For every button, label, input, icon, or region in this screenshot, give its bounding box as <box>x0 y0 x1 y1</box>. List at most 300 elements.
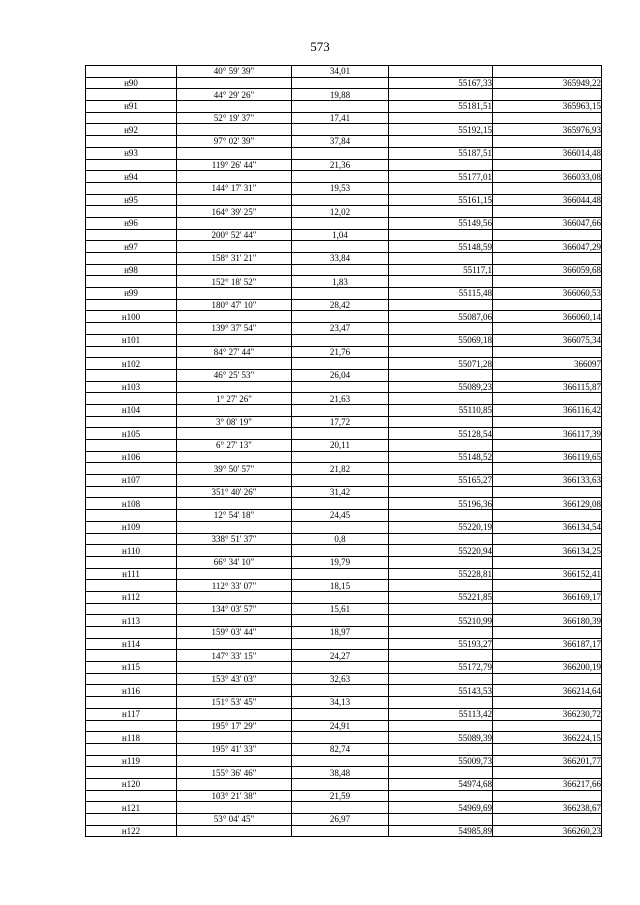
x-coordinate-cell <box>389 580 493 592</box>
distance-cell <box>292 264 389 276</box>
point-name-cell <box>86 463 177 475</box>
direction-angle-cell: 351° 40' 26" <box>177 486 292 498</box>
x-coordinate-cell <box>389 603 493 615</box>
x-coordinate-cell: 55149,56 <box>389 217 493 229</box>
point-row <box>86 802 602 814</box>
distance-cell <box>292 194 389 206</box>
coordinates-table-body <box>86 66 602 837</box>
direction-angle-cell: 39° 50' 57" <box>177 463 292 475</box>
direction-angle-cell: 40° 59' 39" <box>177 66 292 78</box>
x-coordinate-cell: 55148,52 <box>389 451 493 463</box>
point-name-cell <box>86 814 177 826</box>
point-name-cell <box>86 369 177 381</box>
x-coordinate-cell <box>389 136 493 148</box>
distance-cell <box>292 521 389 533</box>
distance-cell: 24,45 <box>292 510 389 522</box>
point-name-cell <box>86 182 177 194</box>
direction-angle-cell: 153° 43' 03" <box>177 673 292 685</box>
distance-cell <box>292 778 389 790</box>
y-coordinate-cell <box>493 369 602 381</box>
x-coordinate-cell <box>389 743 493 755</box>
x-coordinate-cell <box>389 206 493 218</box>
y-coordinate-cell: 366060,14 <box>493 311 602 323</box>
direction-angle-cell <box>177 545 292 557</box>
direction-angle-cell <box>177 428 292 440</box>
x-coordinate-cell <box>389 673 493 685</box>
point-row <box>86 498 602 510</box>
point-name-cell <box>86 720 177 732</box>
point-row <box>86 591 602 603</box>
point-name-cell: н96 <box>86 217 177 229</box>
x-coordinate-cell <box>389 790 493 802</box>
point-name-cell <box>86 276 177 288</box>
distance-cell <box>292 428 389 440</box>
distance-cell: 19,53 <box>292 182 389 194</box>
distance-cell: 21,82 <box>292 463 389 475</box>
segment-row <box>86 112 602 124</box>
distance-cell <box>292 685 389 697</box>
direction-angle-cell: 12° 54' 18" <box>177 510 292 522</box>
point-name-cell <box>86 486 177 498</box>
x-coordinate-cell: 55177,01 <box>389 171 493 183</box>
x-coordinate-cell <box>389 323 493 335</box>
x-coordinate-cell: 55071,28 <box>389 358 493 370</box>
point-name-cell <box>86 299 177 311</box>
segment-row <box>86 346 602 358</box>
y-coordinate-cell: 366187,17 <box>493 638 602 650</box>
segment-row <box>86 720 602 732</box>
x-coordinate-cell <box>389 299 493 311</box>
point-name-cell <box>86 89 177 101</box>
y-coordinate-cell: 366217,66 <box>493 778 602 790</box>
point-row <box>86 568 602 580</box>
direction-angle-cell: 134° 03' 57" <box>177 603 292 615</box>
point-name-cell: н113 <box>86 615 177 627</box>
segment-row <box>86 510 602 522</box>
x-coordinate-cell <box>389 720 493 732</box>
point-name-cell <box>86 253 177 265</box>
x-coordinate-cell: 55187,51 <box>389 147 493 159</box>
y-coordinate-cell: 366214,64 <box>493 685 602 697</box>
y-coordinate-cell <box>493 556 602 568</box>
x-coordinate-cell <box>389 276 493 288</box>
y-coordinate-cell: 366230,72 <box>493 708 602 720</box>
distance-cell: 18,97 <box>292 627 389 639</box>
distance-cell: 82,74 <box>292 743 389 755</box>
point-row <box>86 825 602 837</box>
point-name-cell <box>86 346 177 358</box>
direction-angle-cell: 112° 33' 07" <box>177 580 292 592</box>
x-coordinate-cell <box>389 533 493 545</box>
y-coordinate-cell <box>493 486 602 498</box>
distance-cell <box>292 288 389 300</box>
distance-cell <box>292 638 389 650</box>
segment-row <box>86 276 602 288</box>
x-coordinate-cell: 55128,54 <box>389 428 493 440</box>
y-coordinate-cell: 366033,08 <box>493 171 602 183</box>
segment-row <box>86 767 602 779</box>
point-name-cell <box>86 510 177 522</box>
y-coordinate-cell <box>493 253 602 265</box>
x-coordinate-cell: 54974,68 <box>389 778 493 790</box>
distance-cell: 34,13 <box>292 697 389 709</box>
point-name-cell <box>86 790 177 802</box>
point-row <box>86 545 602 557</box>
direction-angle-cell: 152° 18' 52" <box>177 276 292 288</box>
point-name-cell <box>86 229 177 241</box>
segment-row <box>86 627 602 639</box>
point-name-cell: н109 <box>86 521 177 533</box>
segment-row <box>86 814 602 826</box>
distance-cell: 34,01 <box>292 66 389 78</box>
x-coordinate-cell <box>389 369 493 381</box>
segment-row <box>86 743 602 755</box>
point-name-cell: н117 <box>86 708 177 720</box>
distance-cell <box>292 171 389 183</box>
segment-row <box>86 416 602 428</box>
segment-row <box>86 206 602 218</box>
point-name-cell: н105 <box>86 428 177 440</box>
distance-cell <box>292 451 389 463</box>
point-row <box>86 778 602 790</box>
y-coordinate-cell <box>493 440 602 452</box>
direction-angle-cell <box>177 381 292 393</box>
point-name-cell: н122 <box>86 825 177 837</box>
point-row <box>86 311 602 323</box>
point-row <box>86 288 602 300</box>
distance-cell <box>292 404 389 416</box>
direction-angle-cell <box>177 825 292 837</box>
x-coordinate-cell: 55220,19 <box>389 521 493 533</box>
direction-angle-cell: 195° 41' 33" <box>177 743 292 755</box>
distance-cell: 28,42 <box>292 299 389 311</box>
y-coordinate-cell: 366152,41 <box>493 568 602 580</box>
direction-angle-cell: 164° 39' 25" <box>177 206 292 218</box>
distance-cell: 0,8 <box>292 533 389 545</box>
direction-angle-cell <box>177 755 292 767</box>
distance-cell: 17,41 <box>292 112 389 124</box>
y-coordinate-cell <box>493 743 602 755</box>
distance-cell: 20,11 <box>292 440 389 452</box>
y-coordinate-cell <box>493 276 602 288</box>
distance-cell <box>292 124 389 136</box>
x-coordinate-cell: 54985,89 <box>389 825 493 837</box>
y-coordinate-cell <box>493 66 602 78</box>
page-number: 573 <box>310 39 330 54</box>
y-coordinate-cell <box>493 323 602 335</box>
y-coordinate-cell <box>493 416 602 428</box>
point-row <box>86 404 602 416</box>
y-coordinate-cell: 365976,93 <box>493 124 602 136</box>
distance-cell: 19,88 <box>292 89 389 101</box>
distance-cell: 38,48 <box>292 767 389 779</box>
point-name-cell: н100 <box>86 311 177 323</box>
direction-angle-cell <box>177 358 292 370</box>
segment-row <box>86 580 602 592</box>
x-coordinate-cell: 55196,36 <box>389 498 493 510</box>
y-coordinate-cell <box>493 814 602 826</box>
point-name-cell <box>86 416 177 428</box>
x-coordinate-cell: 55009,73 <box>389 755 493 767</box>
distance-cell: 21,63 <box>292 393 389 405</box>
distance-cell <box>292 147 389 159</box>
point-name-cell <box>86 650 177 662</box>
point-name-cell: н99 <box>86 288 177 300</box>
x-coordinate-cell <box>389 697 493 709</box>
point-name-cell: н108 <box>86 498 177 510</box>
x-coordinate-cell: 55089,39 <box>389 732 493 744</box>
distance-cell <box>292 708 389 720</box>
point-name-cell <box>86 603 177 615</box>
point-row <box>86 217 602 229</box>
point-name-cell: н104 <box>86 404 177 416</box>
point-row <box>86 755 602 767</box>
x-coordinate-cell: 55069,18 <box>389 334 493 346</box>
distance-cell: 21,59 <box>292 790 389 802</box>
segment-row <box>86 299 602 311</box>
y-coordinate-cell <box>493 627 602 639</box>
x-coordinate-cell: 55143,53 <box>389 685 493 697</box>
distance-cell <box>292 77 389 89</box>
y-coordinate-cell: 366044,48 <box>493 194 602 206</box>
x-coordinate-cell <box>389 66 493 78</box>
x-coordinate-cell: 55115,48 <box>389 288 493 300</box>
distance-cell <box>292 498 389 510</box>
direction-angle-cell <box>177 708 292 720</box>
point-row <box>86 662 602 674</box>
segment-row <box>86 369 602 381</box>
point-name-cell: н103 <box>86 381 177 393</box>
point-name-cell <box>86 66 177 78</box>
point-name-cell: н116 <box>86 685 177 697</box>
y-coordinate-cell: 366116,42 <box>493 404 602 416</box>
coordinates-table <box>85 65 602 837</box>
distance-cell <box>292 662 389 674</box>
direction-angle-cell <box>177 568 292 580</box>
direction-angle-cell: 338° 51' 37" <box>177 533 292 545</box>
y-coordinate-cell: 366014,48 <box>493 147 602 159</box>
y-coordinate-cell: 366060,53 <box>493 288 602 300</box>
segment-row <box>86 440 602 452</box>
x-coordinate-cell: 55192,15 <box>389 124 493 136</box>
segment-row <box>86 253 602 265</box>
x-coordinate-cell: 55221,85 <box>389 591 493 603</box>
x-coordinate-cell: 55193,27 <box>389 638 493 650</box>
distance-cell: 23,47 <box>292 323 389 335</box>
x-coordinate-cell <box>389 556 493 568</box>
segment-row <box>86 556 602 568</box>
x-coordinate-cell <box>389 463 493 475</box>
y-coordinate-cell: 366169,17 <box>493 591 602 603</box>
y-coordinate-cell: 366075,34 <box>493 334 602 346</box>
y-coordinate-cell: 366059,68 <box>493 264 602 276</box>
segment-row <box>86 323 602 335</box>
direction-angle-cell: 97° 02' 39" <box>177 136 292 148</box>
direction-angle-cell <box>177 451 292 463</box>
y-coordinate-cell: 366047,66 <box>493 217 602 229</box>
direction-angle-cell <box>177 591 292 603</box>
distance-cell <box>292 732 389 744</box>
direction-angle-cell <box>177 124 292 136</box>
distance-cell: 21,76 <box>292 346 389 358</box>
point-name-cell <box>86 767 177 779</box>
point-name-cell <box>86 206 177 218</box>
y-coordinate-cell <box>493 720 602 732</box>
x-coordinate-cell: 55089,23 <box>389 381 493 393</box>
segment-row <box>86 182 602 194</box>
x-coordinate-cell <box>389 393 493 405</box>
x-coordinate-cell: 55110,85 <box>389 404 493 416</box>
direction-angle-cell: 159° 03' 44" <box>177 627 292 639</box>
direction-angle-cell <box>177 288 292 300</box>
direction-angle-cell <box>177 685 292 697</box>
point-row <box>86 428 602 440</box>
point-row <box>86 451 602 463</box>
distance-cell: 21,36 <box>292 159 389 171</box>
direction-angle-cell <box>177 732 292 744</box>
distance-cell <box>292 825 389 837</box>
y-coordinate-cell: 366047,29 <box>493 241 602 253</box>
point-name-cell: н121 <box>86 802 177 814</box>
x-coordinate-cell: 55172,79 <box>389 662 493 674</box>
point-row <box>86 241 602 253</box>
y-coordinate-cell <box>493 533 602 545</box>
direction-angle-cell <box>177 638 292 650</box>
distance-cell <box>292 101 389 113</box>
distance-cell <box>292 802 389 814</box>
y-coordinate-cell: 366134,54 <box>493 521 602 533</box>
y-coordinate-cell: 366200,19 <box>493 662 602 674</box>
point-name-cell: н95 <box>86 194 177 206</box>
x-coordinate-cell: 55167,33 <box>389 77 493 89</box>
x-coordinate-cell <box>389 814 493 826</box>
y-coordinate-cell: 366238,67 <box>493 802 602 814</box>
point-row <box>86 381 602 393</box>
point-name-cell: н119 <box>86 755 177 767</box>
point-row <box>86 615 602 627</box>
distance-cell <box>292 334 389 346</box>
segment-row <box>86 486 602 498</box>
point-row <box>86 124 602 136</box>
point-name-cell <box>86 533 177 545</box>
direction-angle-cell <box>177 171 292 183</box>
distance-cell: 12,02 <box>292 206 389 218</box>
x-coordinate-cell <box>389 627 493 639</box>
x-coordinate-cell: 55228,81 <box>389 568 493 580</box>
y-coordinate-cell <box>493 346 602 358</box>
y-coordinate-cell <box>493 89 602 101</box>
x-coordinate-cell <box>389 159 493 171</box>
point-name-cell <box>86 743 177 755</box>
x-coordinate-cell: 55210,99 <box>389 615 493 627</box>
distance-cell <box>292 615 389 627</box>
y-coordinate-cell <box>493 673 602 685</box>
y-coordinate-cell: 366133,63 <box>493 475 602 487</box>
direction-angle-cell: 46° 25' 53" <box>177 369 292 381</box>
y-coordinate-cell: 366180,39 <box>493 615 602 627</box>
segment-row <box>86 159 602 171</box>
direction-angle-cell: 6° 27' 13" <box>177 440 292 452</box>
direction-angle-cell <box>177 77 292 89</box>
distance-cell <box>292 591 389 603</box>
distance-cell: 26,04 <box>292 369 389 381</box>
direction-angle-cell <box>177 662 292 674</box>
point-name-cell <box>86 673 177 685</box>
direction-angle-cell: 144° 17' 31" <box>177 182 292 194</box>
distance-cell: 33,84 <box>292 253 389 265</box>
x-coordinate-cell <box>389 182 493 194</box>
segment-row <box>86 66 602 78</box>
segment-row <box>86 89 602 101</box>
point-row <box>86 732 602 744</box>
y-coordinate-cell: 366134,25 <box>493 545 602 557</box>
direction-angle-cell: 158° 31' 21" <box>177 253 292 265</box>
x-coordinate-cell: 55117,1 <box>389 264 493 276</box>
direction-angle-cell <box>177 264 292 276</box>
x-coordinate-cell: 55161,15 <box>389 194 493 206</box>
direction-angle-cell: 180° 47' 10" <box>177 299 292 311</box>
x-coordinate-cell: 55165,27 <box>389 475 493 487</box>
y-coordinate-cell <box>493 136 602 148</box>
direction-angle-cell: 119° 26' 44" <box>177 159 292 171</box>
x-coordinate-cell <box>389 253 493 265</box>
segment-row <box>86 533 602 545</box>
point-name-cell <box>86 627 177 639</box>
y-coordinate-cell <box>493 697 602 709</box>
point-name-cell: н120 <box>86 778 177 790</box>
x-coordinate-cell: 55181,51 <box>389 101 493 113</box>
point-name-cell <box>86 440 177 452</box>
distance-cell: 24,91 <box>292 720 389 732</box>
segment-row <box>86 229 602 241</box>
segment-row <box>86 790 602 802</box>
distance-cell: 1,83 <box>292 276 389 288</box>
direction-angle-cell <box>177 241 292 253</box>
direction-angle-cell: 151° 53' 45" <box>177 697 292 709</box>
distance-cell <box>292 241 389 253</box>
point-row <box>86 77 602 89</box>
x-coordinate-cell <box>389 112 493 124</box>
direction-angle-cell: 53° 04' 45" <box>177 814 292 826</box>
y-coordinate-cell <box>493 393 602 405</box>
point-row <box>86 358 602 370</box>
y-coordinate-cell <box>493 767 602 779</box>
direction-angle-cell: 1° 27' 26" <box>177 393 292 405</box>
segment-row <box>86 136 602 148</box>
point-name-cell: н92 <box>86 124 177 136</box>
point-name-cell <box>86 159 177 171</box>
point-row <box>86 194 602 206</box>
x-coordinate-cell <box>389 89 493 101</box>
distance-cell: 31,42 <box>292 486 389 498</box>
distance-cell <box>292 568 389 580</box>
x-coordinate-cell <box>389 229 493 241</box>
point-name-cell <box>86 556 177 568</box>
y-coordinate-cell <box>493 510 602 522</box>
y-coordinate-cell: 366260,23 <box>493 825 602 837</box>
y-coordinate-cell <box>493 790 602 802</box>
point-name-cell: н118 <box>86 732 177 744</box>
distance-cell: 18,15 <box>292 580 389 592</box>
direction-angle-cell <box>177 404 292 416</box>
direction-angle-cell: 139° 37' 54" <box>177 323 292 335</box>
direction-angle-cell <box>177 802 292 814</box>
distance-cell: 26,97 <box>292 814 389 826</box>
point-name-cell: н106 <box>86 451 177 463</box>
x-coordinate-cell <box>389 346 493 358</box>
distance-cell <box>292 358 389 370</box>
point-name-cell: н110 <box>86 545 177 557</box>
